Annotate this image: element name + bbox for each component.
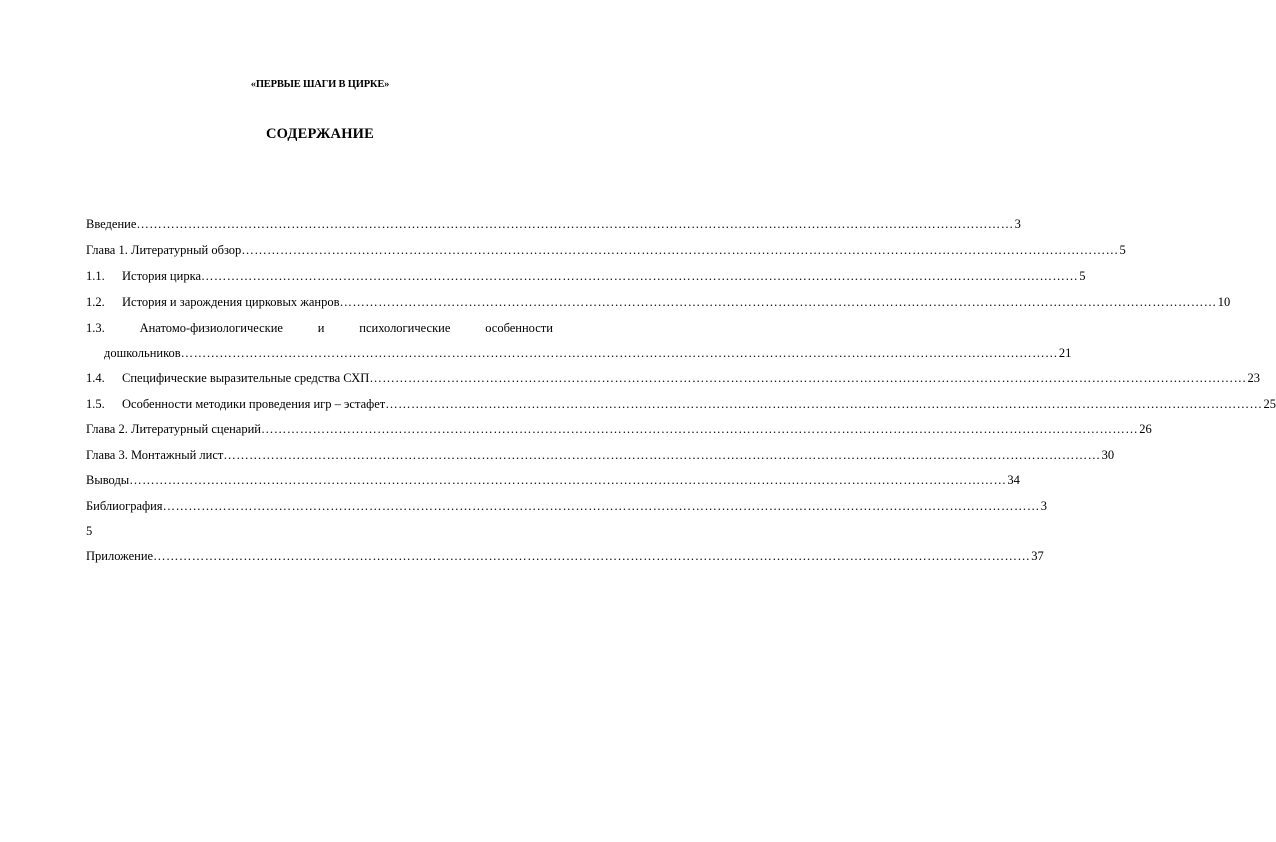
toc-entry-1-1 (86, 269, 1086, 284)
toc-entry-label: дошкольников (104, 346, 181, 360)
toc-leader-dots: …………………………………………………………………………………………………………………………………………………………………………………… (385, 397, 1263, 411)
toc-page-number: 21 (1058, 346, 1072, 360)
toc-entry-word: психологические (359, 321, 451, 335)
toc-leader-dots: …………………………………………………………………………………………………………………………………………………………………………………… (201, 269, 1079, 283)
toc-entry-chapter-3 (86, 448, 1115, 463)
toc-entry-chapter-2 (86, 422, 1152, 437)
toc-entry-bibliography (86, 499, 1048, 514)
toc-entry-label: Выводы (86, 473, 130, 487)
toc-page-number: 3 (1014, 217, 1021, 231)
toc-entry-1-3 (86, 321, 553, 336)
toc-page-number: 26 (1139, 422, 1152, 436)
toc-entry-word: Анатомо-физиологические (139, 321, 283, 335)
toc-entry-conclusions (86, 473, 1020, 488)
toc-entry-label: Глава 3. Монтажный лист (86, 448, 224, 462)
toc-section-number: 1.5. (86, 397, 105, 411)
toc-entry-label: Глава 1. Литературный обзор (86, 243, 242, 257)
toc-entry-label: Глава 2. Литературный сценарий (86, 422, 261, 436)
toc-section-number: 1.1. (86, 269, 105, 283)
toc-entry-label: Введение (86, 217, 137, 231)
toc-leader-dots: …………………………………………………………………………………………………………………………………………………………………………………… (241, 243, 1119, 257)
toc-entry-1-4 (86, 371, 1261, 386)
toc-leader-dots: …………………………………………………………………………………………………………………………………………………………………………………… (162, 499, 1040, 513)
toc-leader-dots: …………………………………………………………………………………………………………………………………………………………………………………… (180, 346, 1058, 360)
toc-entry-label: Особенности методики проведения игр – эстафет (122, 397, 386, 411)
toc-entry-label: Приложение (86, 549, 154, 563)
toc-page-number: 34 (1007, 473, 1020, 487)
toc-entry-label: Специфические выразительные средства СХП (122, 371, 370, 385)
toc-page-number: 30 (1101, 448, 1115, 462)
toc-entry-label: История и зарождения цирковых жанров (122, 295, 340, 309)
toc-leader-dots: …………………………………………………………………………………………………………………………………………………………………………………… (369, 371, 1247, 385)
toc-entry-1-5 (86, 397, 1276, 412)
toc-page-number: 5 (1119, 243, 1126, 257)
toc-entry-word: особенности (485, 321, 553, 335)
toc-leader-dots: …………………………………………………………………………………………………………………………………………………………………………………… (261, 422, 1139, 436)
toc-page-number: 10 (1217, 295, 1231, 309)
toc-page-number: 3 (1040, 499, 1048, 513)
toc-page-number: 37 (1031, 549, 1044, 563)
toc-page-number-wrap: 5 (86, 524, 93, 538)
toc-section-number: 1.4. (86, 371, 105, 385)
toc-section-number: 1.3. (86, 321, 105, 335)
toc-entry-label: Библиография (86, 499, 163, 513)
toc-leader-dots: …………………………………………………………………………………………………………………………………………………………………………………… (129, 473, 1007, 487)
toc-entry-appendix (86, 549, 1044, 564)
toc-leader-dots: …………………………………………………………………………………………………………………………………………………………………………………… (223, 448, 1101, 462)
toc-entry-intro (86, 217, 1021, 232)
toc-page-number: 25 (1263, 397, 1276, 411)
document-title: «ПЕРВЫЕ ШАГИ В ЦИРКЕ» (250, 79, 390, 90)
toc-leader-dots: …………………………………………………………………………………………………………………………………………………………………………………… (136, 217, 1014, 231)
toc-entry-chapter-1 (86, 243, 1126, 258)
toc-section-number: 1.2. (86, 295, 105, 309)
toc-entry-label: История цирка (122, 269, 201, 283)
toc-entry-word: и (317, 321, 325, 335)
toc-entry-1-2 (86, 295, 1231, 310)
toc-leader-dots: …………………………………………………………………………………………………………………………………………………………………………………… (339, 295, 1217, 309)
toc-heading: СОДЕРЖАНИЕ (265, 126, 375, 142)
toc-entry-1-3-continued (104, 346, 1072, 361)
toc-leader-dots: …………………………………………………………………………………………………………………………………………………………………………………… (153, 549, 1031, 563)
toc-page-number: 23 (1247, 371, 1261, 385)
toc-page-number: 5 (1079, 269, 1086, 283)
